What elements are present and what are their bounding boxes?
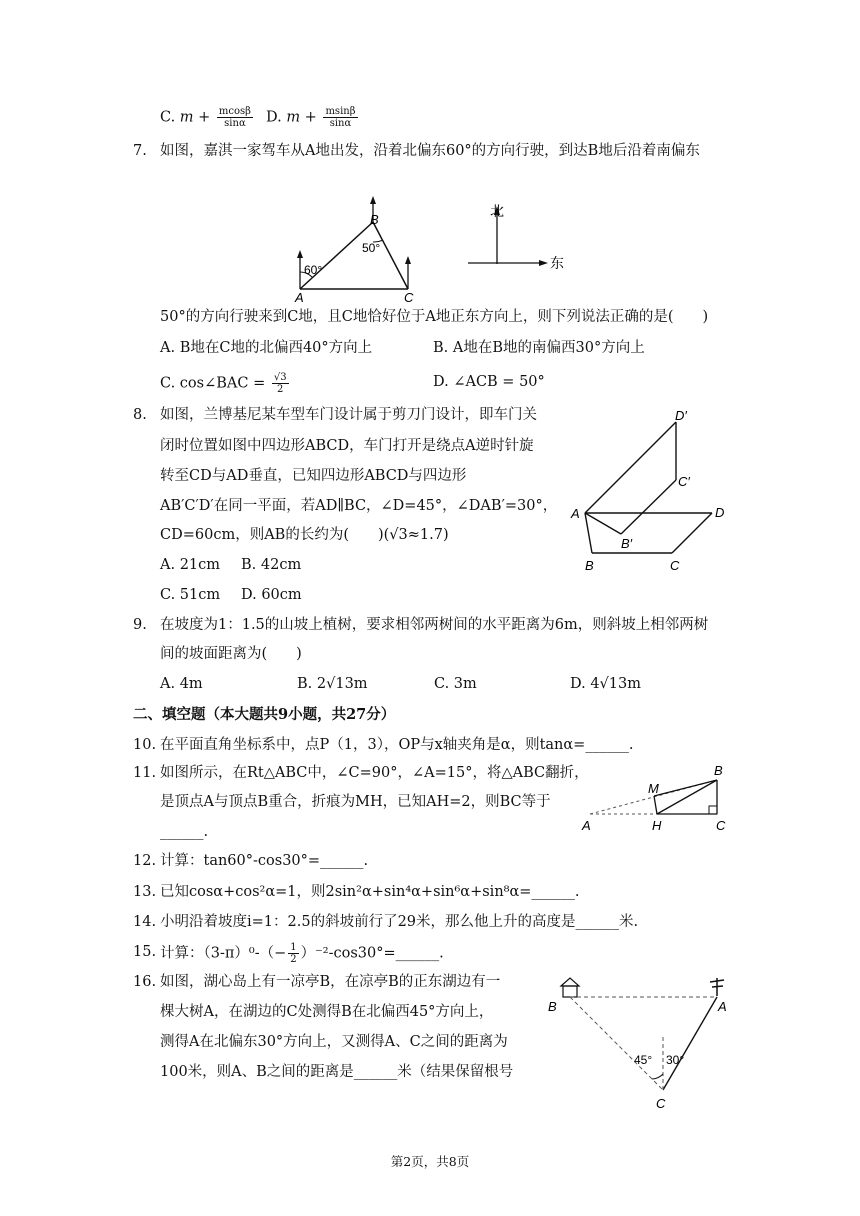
q8-figure <box>565 400 740 575</box>
q11-label-a: A <box>582 818 591 833</box>
q16-label-b: B <box>548 999 557 1014</box>
q8-label-a: A <box>571 506 580 521</box>
q7-stem-line1: 如图，嘉淇一家驾车从A地出发，沿着北偏东60°的方向行驶，到达B地后沿着南偏东 <box>160 143 700 159</box>
q7-angle-a: 60° <box>304 263 323 277</box>
q12-text: 计算：tan60°-cos30°=______. <box>160 853 369 869</box>
q8-number: 8. <box>133 407 147 423</box>
q9-number: 9. <box>133 617 147 633</box>
q9-option-b: B. 2√13m <box>297 676 368 692</box>
q8-line-1: 如图，兰博基尼某车型车门设计属于剪刀门设计，即车门关 <box>160 407 537 423</box>
q13-text: 已知cosα+cos²α=1，则2sin²α+sin⁴α+sin⁶α+sin⁸α=______. <box>160 884 580 900</box>
q12-number: 12. <box>133 853 157 869</box>
q16-line-3: 测得A在北偏东30°方向上，又测得A、C之间的距离为 <box>160 1034 508 1050</box>
q8-option-b: B. 42cm <box>241 557 302 573</box>
q8-label-d-prime: D′ <box>675 408 687 423</box>
q11-line-1: 如图所示，在Rt△ABC中，∠C=90°，∠A=15°，将△ABC翻折， <box>160 765 589 781</box>
q7-stem-line2: 50°的方向行驶来到C地，且C地恰好位于A地正东方向上，则下列说法正确的是( ) <box>160 309 709 325</box>
q11-number: 11. <box>133 765 157 781</box>
page-footer: 第2页，共8页 <box>390 1154 470 1169</box>
q15-number: 15. <box>133 944 157 960</box>
q7-option-a: A. B地在C地的北偏西40°方向上 <box>160 340 373 356</box>
q16-label-c: C <box>656 1096 666 1111</box>
q7-east-label: 东 <box>550 255 564 271</box>
q11-line-3: ______. <box>160 824 209 840</box>
q11-label-c: C <box>716 818 726 833</box>
q8-label-b: B <box>585 558 594 573</box>
q6-option-d: D. m + $\frac{msin\beta}{\sin\alpha}$ <box>266 106 356 129</box>
q8-line-3: 转至CD与AD垂直，已知四边形ABCD与四边形 <box>160 468 467 484</box>
q10-number: 10. <box>133 737 157 753</box>
q7-label-c: C <box>404 290 414 305</box>
q8-label-b-prime: B′ <box>621 536 633 551</box>
q9-stem-line2: 间的坡面距离为( ) <box>160 646 302 662</box>
q7-option-d: D. ∠ACB = 50° <box>433 374 545 390</box>
section-2-heading: 二、填空题（本大题共9小题，共27分） <box>133 706 396 723</box>
q11-figure <box>578 755 738 835</box>
q8-option-a: A. 21cm <box>160 557 221 573</box>
q10-text: 在平面直角坐标系中，点P（1，3），OP与x轴夹角是α，则tanα=______. <box>160 737 634 753</box>
q8-label-c: C <box>670 558 680 573</box>
q16-number: 16. <box>133 974 157 990</box>
q6-option-c: C. m + $\frac{mcos\beta}{\sin\alpha}$ <box>160 106 251 129</box>
q11-label-h: H <box>652 818 662 833</box>
q8-line-4: AB′C′D′在同一平面，若AD∥BC，∠D=45°，∠DAB′=30°， <box>160 498 558 514</box>
q11-label-b: B <box>714 763 723 778</box>
q9-option-d: D. 4√13m <box>570 676 641 692</box>
tree-icon <box>710 978 724 996</box>
q16-line-4: 100米，则A、B之间的距离是______米（结果保留根号 <box>160 1064 514 1080</box>
q8-line-2: 闭时位置如图中四边形ABCD，车门打开是绕点A逆时针旋 <box>160 438 534 454</box>
q9-option-a: A. 4m <box>160 676 203 692</box>
q8-option-d: D. 60cm <box>241 587 302 603</box>
q7-figure <box>280 192 580 307</box>
q7-north-label: 北 <box>490 203 504 219</box>
q9-stem-line1: 在坡度为1：1.5的山坡上植树，要求相邻两树间的水平距离为6m，则斜坡上相邻两树 <box>160 617 709 633</box>
q8-line-5: CD=60cm，则AB的长约为( )(√3≈1.7) <box>160 527 449 543</box>
q15-text: 计算：（3-π）⁰-（− $\frac{1}{2}$ ）⁻²-cos30°=______. <box>160 942 444 965</box>
q16-angle-45: 45° <box>634 1053 653 1067</box>
q7-number: 7. <box>133 143 147 159</box>
q14-number: 14. <box>133 914 157 930</box>
q16-line-2: 棵大树A，在湖边的C处测得B在北偏西45°方向上， <box>160 1004 494 1020</box>
q8-label-c-prime: C′ <box>678 474 690 489</box>
q14-text: 小明沿着坡度i=1：2.5的斜坡前行了29米，那么他上升的高度是______米. <box>160 914 639 930</box>
q16-figure <box>542 966 742 1116</box>
q16-label-a: A <box>718 999 727 1014</box>
q7-option-c: C. cos∠BAC = $\frac{√3}{2}$ <box>160 372 287 395</box>
q8-label-d: D <box>715 505 725 520</box>
q13-number: 13. <box>133 884 157 900</box>
q16-angle-30: 30° <box>666 1053 685 1067</box>
q7-option-b: B. A地在B地的南偏西30°方向上 <box>433 340 645 356</box>
q8-option-c: C. 51cm <box>160 587 221 603</box>
q16-line-1: 如图，湖心岛上有一凉亭B，在凉亭B的正东湖边有一 <box>160 974 501 990</box>
pavilion-icon <box>561 978 579 986</box>
q11-line-2: 是顶点A与顶点B重合，折痕为MH，已知AH=2，则BC等于 <box>160 794 551 810</box>
q11-label-m: M <box>648 781 659 796</box>
q7-label-b: B <box>370 212 379 227</box>
q9-option-c: C. 3m <box>434 676 477 692</box>
q7-angle-b: 50° <box>362 241 381 255</box>
q7-label-a: A <box>295 290 304 305</box>
